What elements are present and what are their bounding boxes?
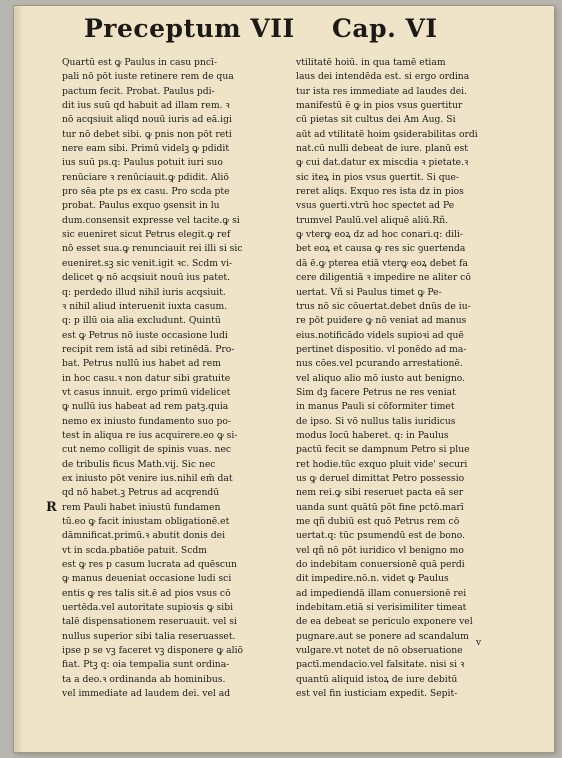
text-line: me qñ dubiū est quō Petrus rem cō: [296, 516, 460, 527]
text-line: nō esset sua.ꝙ renunciauit rei illi si sic: [62, 243, 243, 255]
text-line: vel aliquo alio mō iusto aut benigno.: [296, 372, 466, 384]
text-line: de tribulis ficus Math.vij. Sic nec: [62, 458, 216, 470]
text-line: sic eueniret sicut Petrus elegit.ꝙ ref: [62, 229, 231, 241]
text-line: nem rei.ꝙ sibi reseruet pacta eā ser: [296, 487, 464, 499]
text-line: pali nō pōt iuste retinere rem de qua: [62, 71, 234, 83]
text-line: ꝙ manus deueniat occasione ludi sci: [62, 573, 232, 585]
text-line: vt in scda.pbatiōe patuit. Scdm: [62, 544, 207, 556]
text-line: nere eam sibi. Primū videlꝫ ꝙ pdidit: [62, 143, 230, 155]
text-line: quantū aliquid istoꝝ de iure debitū: [296, 673, 458, 685]
text-line: tur ista res immediate ad laudes dei.: [296, 85, 468, 97]
text-line: dā ē.ꝙ pterea etiā vterꝙ eoꝝ debet fa: [296, 257, 469, 269]
text-line: q: p illū oia alia excludunt. Quintū: [62, 315, 221, 327]
text-line: est ꝙ Petrus nō iuste occasione ludi: [62, 329, 228, 341]
text-line: nus cōes.vel pcurando arrestationē.: [296, 358, 463, 370]
running-header: [14, 14, 554, 50]
text-line: dit impedire.nō.n. videt ꝙ Paulus: [296, 573, 449, 585]
text-line: vel qñ nō pōt iuridico vl benigno mo: [296, 544, 464, 556]
text-line: ad impediendā illam conuersionē rei: [296, 587, 467, 599]
text-line: pro sēa pte ps ex casu. Pro scda pte: [62, 186, 230, 198]
text-line: uertēda.vel autoritate supioꝛis ꝙ sibi: [62, 602, 234, 614]
text-line: us ꝙ deruel dimittat Petro possessio: [296, 472, 465, 484]
text-line: sic iteꝝ in pios vsus ꝯuertit. Si que-: [296, 171, 460, 183]
text-line: tū.eo ꝙ facit iniustam obligationē.et: [62, 516, 230, 527]
text-line: re pōt puidere ꝙ nō veniat ad manus: [296, 315, 467, 327]
text-line: eueniret.sꝫ sic venit.igit ꝛc. Scdm vi-: [62, 257, 233, 269]
text-line: ex iniusto pōt venire ius.nihil em̄ dat: [62, 472, 233, 484]
text-line: vtilitatē hoiū. in qua tamē etiam: [296, 57, 446, 68]
text-line: talē dispensationem reseruauit. vel si: [62, 616, 237, 628]
text-line: de ea debeat se periculo exponere vel: [296, 616, 473, 628]
text-line: dit ius suū qd habuit ad illam rem. ꝛ: [62, 100, 230, 112]
text-line: modus locū haberet. q: in Paulus: [296, 429, 449, 441]
left-text-column: [62, 56, 280, 701]
text-line: trumvel Paulū.vel aliquē aliū.Rñ.: [296, 214, 449, 226]
right-text-column: [296, 56, 518, 701]
text-line: nemo ex iniusto fundamento suo po-: [62, 415, 232, 427]
text-line: vulgare.vt notet de nō obseruatione: [296, 645, 463, 657]
text-line: nō acqsiuit aliqd nouū iuris ad eā.igi: [62, 114, 232, 126]
text-line: dum.consensit expresse vel tacite.ꝙ si: [62, 214, 240, 226]
text-line: rem Pauli habet iniustū fundamen: [62, 501, 221, 513]
text-line: cut nemo colligit de spinis vuas. nec: [62, 444, 232, 456]
text-line: probat. Paulus exquo ꝯsensit in lu: [62, 200, 220, 212]
text-line: cere diligentiā ꝛ impedire ne aliter cō: [296, 272, 471, 284]
page-gutter: [14, 6, 24, 752]
text-line: est vel fin iusticiam expedit. Sepit-: [296, 688, 458, 700]
text-line: ta a deo.ꝛ ordinanda ab hominibus.: [62, 673, 226, 685]
header-left: Preceptum VII: [84, 14, 295, 43]
text-line: nat.cū nulli debeat de iure. planū est: [296, 143, 468, 155]
text-line: in manus Pauli si cōformiter timet: [296, 401, 455, 413]
text-line: laus dei intendēda est. si ergo ordina: [296, 71, 470, 83]
text-line: dāmnificat.primū.ꝛ abutit donis dei: [62, 530, 226, 542]
text-line: pertinet dispositio. vl ponēdo ad ma-: [296, 343, 467, 355]
text-line: vsus ꝯuerti.vtrū hoc spectet ad Pe: [296, 200, 455, 212]
text-line: ius suū ps.q: Paulus potuit iuri suo: [62, 157, 223, 169]
text-line: ꝙ nullū ius habeat ad rem patꝫ.quia: [62, 401, 229, 413]
text-line: Sim dꝫ facere Petrus ne res veniat: [296, 386, 456, 398]
text-line: manifestū ē ꝙ in pios vsus ꝯuertitur: [296, 100, 463, 112]
text-line: qd nō habet.ꝫ Petrus ad acqrendū: [62, 487, 220, 499]
text-line: de ipso. Si vō nullus talis iuridicus: [296, 415, 456, 427]
text-line: ret hodie.tūc exquo pluit vide' securi: [296, 458, 468, 470]
text-line: trus nō sic cōuertat.debet dnūs de iu-: [296, 300, 471, 312]
text-line: ꝛ nihil aliud interuenit iuxta casum.: [62, 300, 228, 312]
text-line: ꝙ vterꝙ eoꝝ dz ad hoc conari.q: dili-: [296, 229, 464, 241]
text-line: reret aliqs. Exquo res ista dz in pios: [296, 186, 464, 198]
text-line: delicet ꝙ nō acqsiuit nouū ius patet.: [62, 272, 230, 284]
text-line: in hoc casu.ꝛ non datur sibi gratuite: [62, 372, 231, 384]
text-line: q: perdedo illud nihil iuris acqsiuit.: [62, 286, 226, 298]
text-line: cū pietas sit cultus dei Am Aug. Si: [296, 114, 456, 126]
text-line: uanda sunt quātū pōt fine pctō.marī: [296, 501, 464, 513]
text-line: indebitam.etiā si verisimiliter timeat: [296, 602, 467, 614]
text-line: pugnare.aut se ponere ad scandalum: [296, 630, 469, 642]
text-line: ꝙ cui dat.datur ex miscdia ꝛ pietate.ꝛ: [296, 157, 469, 169]
text-line: est ꝙ res p casum lucrata ad quēscun: [62, 559, 237, 571]
text-line: vel immediate ad laudem dei. vel ad: [62, 688, 231, 700]
text-line: uertat. Vñ si Paulus timet ꝙ Pe-: [296, 286, 442, 298]
text-line: bet eoꝝ et causa ꝙ res sic ꝯuertenda: [296, 243, 466, 255]
text-line: ipse p se vꝫ faceret vꝫ disponere ꝙ aliō: [62, 645, 244, 657]
text-line: renūciare ꝛ renūciauit.ꝙ pdidit. Aliō: [62, 171, 229, 183]
text-line: Quartū est ꝙ Paulus in casu pncī-: [62, 57, 218, 68]
text-line: eius.notificādo videls supioꝛi ad quē: [296, 329, 464, 341]
book-page: [14, 6, 554, 752]
header-right: Cap. VI: [332, 14, 438, 43]
text-line: entis ꝙ res talis sit.ē ad pios vsus cō: [62, 587, 231, 599]
catchword: v: [476, 638, 482, 648]
text-line: pactum fecit. Probat. Paulus pdi-: [62, 85, 215, 97]
text-line: uertat.q: tūc psumendū est de bono.: [296, 530, 466, 542]
text-line: test in aliqua re ius acquirere.eo ꝙ si-: [62, 429, 238, 441]
text-line: tur nō debet sibi. ꝙ pnis non pōt reti: [62, 128, 232, 140]
text-line: vt casus innuit. ergo primū videlicet: [62, 386, 231, 398]
text-line: recipit rem istā ad sibi retinēdā. Pro-: [62, 343, 235, 355]
text-line: pactū fecit se dampnum Petro si plue: [296, 444, 470, 456]
text-line: aūt ad vtilitatē hoim ꝯsiderabilitas ordi: [296, 128, 478, 140]
text-line: bat. Petrus nullū ius habet ad rem: [62, 358, 221, 370]
text-line: nullus superior sibi talia reseruasset.: [62, 630, 236, 642]
text-line: pactī.mendacio.vel falsitate. nisi si ꝛ: [296, 659, 465, 671]
text-line: do indebitam conuersionē quā perdi: [296, 559, 465, 571]
text-line: fiat. Ptꝫ q: oia tempalia sunt ordina-: [62, 659, 230, 671]
marginal-mark: R: [46, 500, 57, 515]
